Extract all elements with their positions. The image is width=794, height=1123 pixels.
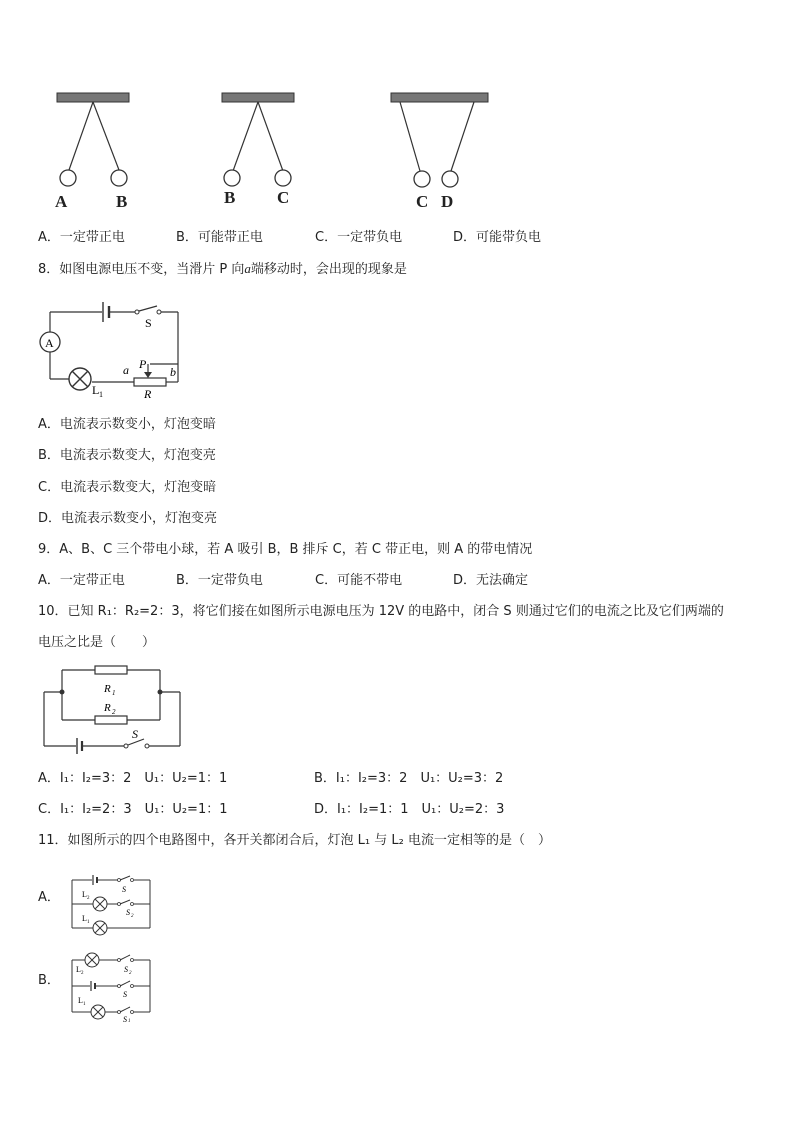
l2-sub: 2 bbox=[87, 896, 90, 901]
resistor-r1 bbox=[95, 666, 127, 674]
resistor-r2 bbox=[95, 716, 127, 724]
switch-blade bbox=[139, 306, 157, 311]
label-c2: C bbox=[416, 192, 429, 211]
ammeter-label: A bbox=[45, 336, 54, 350]
switch-s-label: S bbox=[132, 727, 138, 741]
q8-option-c: C．电流表示数变大，灯泡变暗 bbox=[38, 480, 217, 495]
q11-option-a-label: A． bbox=[38, 890, 60, 905]
label-b: B bbox=[116, 192, 128, 211]
support-bar-3 bbox=[391, 93, 488, 102]
q8-option-b: B．电流表示数变大，灯泡变亮 bbox=[38, 448, 216, 463]
r2-label-sub: 2 bbox=[112, 708, 116, 716]
q9-option-c: C．可能不带电 bbox=[315, 573, 403, 588]
slider-p-arrow bbox=[144, 372, 152, 378]
support-bar-1 bbox=[57, 93, 129, 102]
q11-stem: 11．如图所示的四个电路图中，各开关都闭合后，灯泡 L₁ 与 L₂ 电流一定相等的是（ ） bbox=[38, 833, 551, 848]
l2: L bbox=[82, 890, 87, 899]
ball-a bbox=[60, 170, 76, 186]
l1: L bbox=[82, 914, 87, 923]
l1: L bbox=[78, 996, 83, 1005]
q9-option-d: D．无法确定 bbox=[453, 573, 529, 588]
q8-option-a: A．电流表示数变小，灯泡变暗 bbox=[38, 417, 216, 432]
r1-label-sub: 1 bbox=[112, 689, 116, 697]
label-a: A bbox=[55, 192, 68, 211]
end-b-label: b bbox=[170, 365, 176, 379]
q11-option-b-label: B． bbox=[38, 973, 60, 988]
q7-option-a: A．一定带正电 bbox=[38, 230, 125, 245]
s2: S bbox=[124, 965, 128, 974]
q9-option-a: A．一定带正电 bbox=[38, 573, 125, 588]
support-bar-2 bbox=[222, 93, 294, 102]
q10-option-a: A．I₁：I₂=3：2 U₁：U₂=1：1 bbox=[38, 771, 228, 786]
q7-option-c: C．一定带负电 bbox=[315, 230, 403, 245]
label-d: D bbox=[441, 192, 454, 211]
q10-stem-line1: 10．已知 R₁：R₂=2：3，将它们接在如图所示电源电压为 12V 的电路中，闭合 S 则通过它们的电流之比及它们两端的 bbox=[38, 604, 724, 619]
ball-b2 bbox=[224, 170, 240, 186]
lamp-label-sub: 1 bbox=[99, 390, 103, 399]
ball-c bbox=[275, 170, 291, 186]
pendulum-diagrams bbox=[0, 0, 794, 215]
ball-d bbox=[442, 171, 458, 187]
r2-label: R bbox=[104, 702, 111, 714]
label-c: C bbox=[277, 188, 290, 207]
lamp-label: L bbox=[92, 383, 100, 397]
s2-sub: 2 bbox=[131, 914, 134, 919]
switch-label: S bbox=[145, 316, 152, 330]
l2: L bbox=[76, 965, 81, 974]
end-a-label: a bbox=[123, 363, 129, 377]
l1-sub: 1 bbox=[87, 920, 90, 925]
q10-option-b: B．I₁：I₂=3：2 U₁：U₂=3：2 bbox=[314, 771, 504, 786]
switch-s: S bbox=[123, 990, 127, 999]
q7-option-b: B．可能带正电 bbox=[176, 230, 263, 245]
q8-circuit bbox=[30, 292, 200, 402]
q9-stem: 9．A、B、C 三个带电小球，若 A 吸引 B，B 排斥 C，若 C 带正电，则 A 的带电情况 bbox=[38, 542, 533, 557]
q10-option-d: D．I₁：I₂=1：1 U₁：U₂=2：3 bbox=[314, 802, 505, 817]
slider-p-label: P bbox=[139, 357, 147, 371]
q10-stem-line2: 电压之比是（ ） bbox=[38, 635, 156, 650]
q11-circuit-a bbox=[66, 872, 156, 936]
q7-option-d: D．可能带负电 bbox=[453, 230, 542, 245]
rheostat-label: R bbox=[144, 387, 152, 401]
q11-circuit-b bbox=[66, 950, 156, 1022]
l1-sub: 1 bbox=[83, 1002, 86, 1007]
ball-c2 bbox=[414, 171, 430, 187]
r1-label: R bbox=[104, 683, 111, 695]
q10-option-c: C．I₁：I₂=2：3 U₁：U₂=1：1 bbox=[38, 802, 228, 817]
q9-option-b: B．一定带负电 bbox=[176, 573, 263, 588]
q10-circuit bbox=[40, 662, 185, 754]
rheostat bbox=[134, 378, 166, 386]
label-b2: B bbox=[224, 188, 236, 207]
q8-stem: 8．如图电源电压不变，当滑片 P 向a端移动时，会出现的现象是 bbox=[38, 261, 407, 277]
s2-sub: 2 bbox=[129, 971, 132, 976]
q8-option-d: D．电流表示数变小，灯泡变亮 bbox=[38, 511, 218, 526]
s1-sub: 1 bbox=[128, 1019, 131, 1022]
s2: S bbox=[126, 908, 130, 917]
switch-s: S bbox=[122, 885, 126, 894]
ball-b bbox=[111, 170, 127, 186]
s1: S bbox=[123, 1015, 127, 1022]
l2-sub: 2 bbox=[81, 971, 84, 976]
